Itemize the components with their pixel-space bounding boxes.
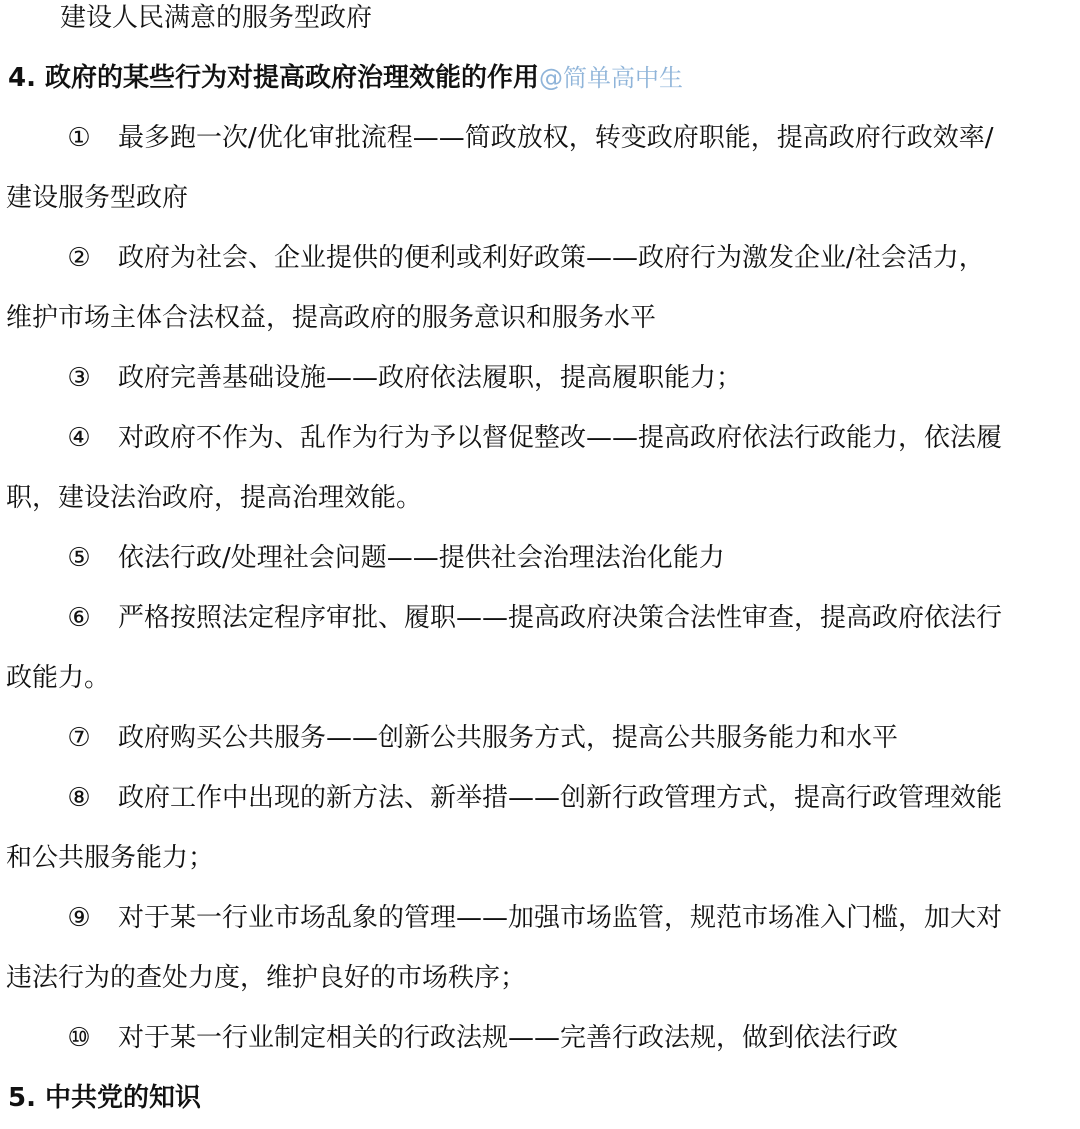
item-text: 对政府不作为、乱作为行为予以督促整改——提高政府依法行政能力，依法履 xyxy=(118,423,1003,453)
item-text: 政府为社会、企业提供的便利或利好政策——政府行为激发企业/社会活力， xyxy=(118,243,985,273)
item-number: ⑤ xyxy=(67,543,91,573)
item-number: ④ xyxy=(67,423,91,453)
item-1 xyxy=(0,108,1058,168)
item-6 xyxy=(0,588,1002,648)
section-4-heading xyxy=(8,48,683,108)
item-7 xyxy=(0,708,898,768)
item-number: ⑥ xyxy=(67,603,91,633)
item-number: ⑩ xyxy=(67,1023,91,1053)
item-10 xyxy=(0,1008,898,1068)
item-9 xyxy=(0,888,1002,948)
item-4-continuation: 职，建设法治政府，提高治理效能。 xyxy=(6,483,423,513)
item-text: 政府完善基础设施——政府依法履职，提高履职能力； xyxy=(118,363,743,393)
watermark-text: @简单高中生 xyxy=(539,64,684,92)
item-5 xyxy=(0,528,725,588)
section-5-heading: 5. 中共党的知识 xyxy=(8,1083,202,1113)
item-number: ⑨ xyxy=(67,903,91,933)
item-text: 政府工作中出现的新方法、新举措——创新行政管理方式，提高行政管理效能 xyxy=(118,783,1003,813)
intro-line: 建设人民满意的服务型政府 xyxy=(60,3,373,33)
item-text: 政府购买公共服务——创新公共服务方式，提高公共服务能力和水平 xyxy=(118,723,899,753)
item-text: 对于某一行业制定相关的行政法规——完善行政法规，做到依法行政 xyxy=(118,1023,899,1053)
item-number: ⑦ xyxy=(67,723,91,753)
item-text: 依法行政/处理社会问题——提供社会治理法治化能力 xyxy=(118,543,725,573)
item-4 xyxy=(0,408,1002,468)
item-2-continuation: 维护市场主体合法权益，提高政府的服务意识和服务水平 xyxy=(6,303,657,333)
item-text: 严格按照法定程序审批、履职——提高政府决策合法性审查，提高政府依法行 xyxy=(118,603,1003,633)
item-number: ⑧ xyxy=(67,783,91,813)
item-9-continuation: 违法行为的查处力度，维护良好的市场秩序； xyxy=(6,963,527,993)
item-number: ① xyxy=(67,123,91,153)
item-2 xyxy=(0,228,985,288)
section-4-title: 4. 政府的某些行为对提高政府治理效能的作用 xyxy=(8,63,540,93)
item-6-continuation: 政能力。 xyxy=(6,663,111,693)
item-8 xyxy=(0,768,1002,828)
item-number: ② xyxy=(67,243,91,273)
item-number: ③ xyxy=(67,363,91,393)
item-3 xyxy=(0,348,742,408)
item-text: 最多跑一次/优化审批流程——简政放权，转变政府职能，提高政府行政效率/ xyxy=(118,123,994,153)
item-8-continuation: 和公共服务能力； xyxy=(6,843,215,873)
item-text: 对于某一行业市场乱象的管理——加强市场监管，规范市场准入门槛，加大对 xyxy=(118,903,1003,933)
item-1-continuation: 建设服务型政府 xyxy=(6,183,189,213)
